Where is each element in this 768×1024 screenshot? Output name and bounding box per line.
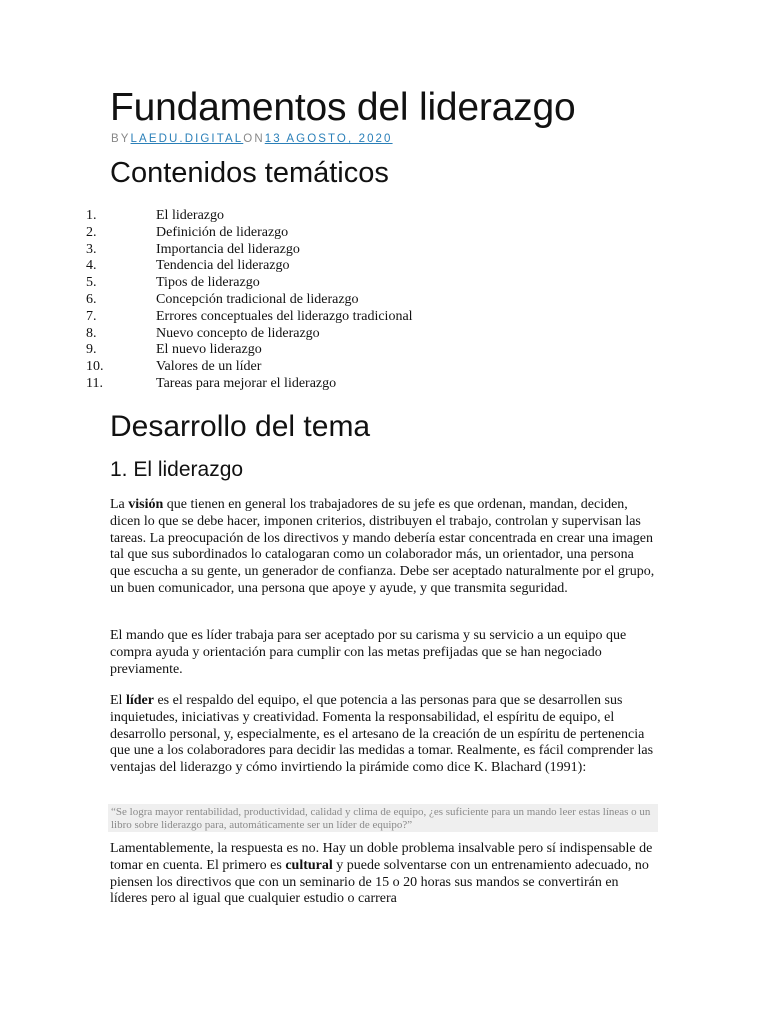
emphasis-text: cultural: [285, 857, 333, 873]
article-title: Fundamentos del liderazgo: [110, 86, 576, 129]
section-heading: 1. El liderazgo: [110, 458, 244, 481]
paragraph-mando: El mando que es líder trabaja para ser aceptado por su carisma y su servicio a un equipo que compra ayuda y orientación para cumplir con las metas prefijadas que se han negociado previamente.: [110, 628, 627, 677]
list-item-label: El nuevo liderazgo: [156, 342, 262, 358]
emphasis-text: visión: [128, 497, 164, 512]
byline-by: BY: [111, 133, 131, 145]
list-item-number: 5.: [86, 275, 97, 291]
list-item-number: 8.: [86, 325, 97, 341]
development-heading: Desarrollo del tema: [110, 410, 371, 443]
list-item-label: Valores de un líder: [156, 359, 262, 375]
list-item: [86, 208, 413, 225]
list-item-label: Definición de liderazgo: [156, 224, 289, 240]
list-item-number: 11.: [86, 375, 103, 391]
list-item: [86, 242, 413, 259]
contents-heading: Contenidos temáticos: [110, 157, 389, 189]
paragraph-text: La: [110, 497, 129, 512]
paragraph-text: Lamentablemente, la respuesta es no. Hay un doble problema insalvable pero sí indispensable de tomar en cuenta. El primero es: [110, 841, 653, 873]
byline-on: ON: [243, 133, 265, 145]
list-item: [86, 342, 413, 359]
paragraph-text: que tienen en general los trabajadores de su jefe es que ordenan, mandan, deciden, dicen lo que se debe hacer, imponen criterios, distribuyen el trabajo, controlan y supervisan las tareas. La preocupación de los directivos y mando debería estar concentrada en crear una imagen tal que sus subordinados lo catalogaran como un colaborador más, un orientador, una persona que escucha a su gente, un generador de confianza. Debe ser aceptado naturalmente por el grupo, un buen comunicador, una persona que apoye y ayude, y que transmita seguridad.: [110, 497, 655, 596]
list-item: [86, 275, 413, 292]
list-item-number: 1.: [86, 208, 97, 223]
contents-list: [86, 208, 413, 393]
list-item-label: Errores conceptuales del liderazgo tradicional: [156, 308, 413, 324]
paragraph-vision: [110, 497, 655, 598]
list-item-label: Tareas para mejorar el liderazgo: [156, 375, 337, 391]
byline: [111, 133, 393, 145]
emphasis-text: líder: [125, 693, 154, 708]
paragraph-text: El: [110, 693, 126, 708]
list-item-label: Importancia del liderazgo: [156, 241, 300, 257]
list-item: [86, 376, 413, 393]
paragraph-lider: [110, 693, 655, 777]
list-item-number: 10.: [86, 359, 104, 375]
date-link[interactable]: 13 AGOSTO, 2020: [264, 133, 393, 145]
list-item: [86, 359, 413, 376]
blockquote: “Se logra mayor rentabilidad, productividad, calidad y clima de equipo, ¿es suficiente para un mando leer estas líneas o un libro sobre liderazgo para, automáticamente ser un líder de equipo?”: [108, 804, 658, 832]
author-link[interactable]: LAEDU.DIGITAL: [130, 133, 244, 145]
list-item: [86, 326, 413, 343]
list-item: [86, 258, 413, 275]
list-item-number: 3.: [86, 241, 97, 257]
list-item-number: 9.: [86, 342, 97, 358]
list-item: [86, 309, 413, 326]
list-item-label: Tipos de liderazgo: [156, 275, 260, 291]
paragraph-cultural: [110, 841, 655, 908]
list-item-label: Concepción tradicional de liderazgo: [156, 291, 359, 307]
list-item-label: El liderazgo: [156, 208, 225, 223]
list-item-number: 7.: [86, 308, 97, 324]
paragraph-text: y puede solventarse con un entrenamiento adecuado, no piensen los directivos que con un seminario de 15 o 20 horas sus mandos se convertirán en líderes pero al igual que cualquier estudio o carrera: [110, 857, 649, 907]
paragraph-text: es el respaldo del equipo, el que potencia a las personas para que se desarrollen sus inquietudes, iniciativas y creatividad. Fomenta la responsabilidad, el espíritu de equipo, el desarrollo personal, y, especialmente, es el artesano de la creación de un espíritu de pertenencia que une a los colaboradores para decidir las medidas a tomar. Realmente, es fácil comprender las ventajas del liderazgo y cómo invirtiendo la pirámide como dice K. Blachard (1991):: [110, 693, 654, 776]
list-item-label: Tendencia del liderazgo: [156, 258, 290, 274]
list-item-number: 6.: [86, 291, 97, 307]
list-item-label: Nuevo concepto de liderazgo: [156, 325, 320, 341]
list-item-number: 2.: [86, 224, 97, 240]
list-item: [86, 292, 413, 309]
list-item-number: 4.: [86, 258, 97, 274]
list-item: [86, 225, 413, 242]
